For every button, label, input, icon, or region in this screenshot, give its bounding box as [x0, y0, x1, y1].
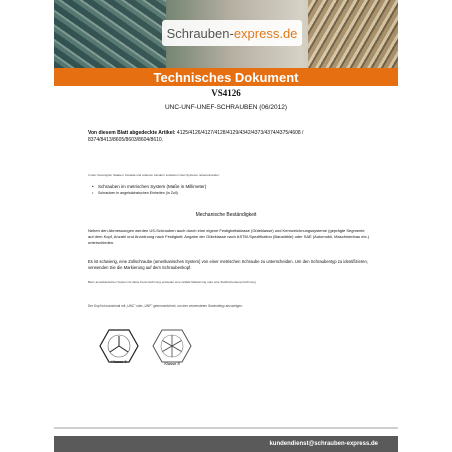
tools-photo: [54, 0, 166, 68]
class8-bolt-head-icon: [152, 328, 192, 364]
paragraph-strength: Neben den Abmessungen werden US-Schrauben auch durch eine eigene Festigkeitsklasse (Güteklasse) und Kennzeichnungssysteme (geprägte Segmente auf dem Kopf, Anzahl und Anordnung nach Festigkeit; Angabe der Güteklasse nach ASTM-Spezifikation (Baustähle) oder SAE (Automobil, Maschinenbau etc.) unterschieden.: [88, 228, 370, 245]
article-number: VS4126: [211, 88, 241, 98]
head-note: Der Kopf ist manchmal mit „UNC" oder „UNF" gekennzeichnet, um den verwendeten Gewindetyp anzuzeigen.: [88, 304, 243, 308]
site-logo[interactable]: [162, 20, 302, 46]
list-item: • Schrauben im metrischen System (Maße in Millimeter): [98, 184, 380, 190]
countries-note: In den Vereinigten Staaten, Kanada und anderen Ländern existieren zwei Systeme nebeneinander:: [88, 173, 220, 177]
document-page: [54, 0, 398, 452]
marking-note: Beim amerikanischen System ist diese Kennzeichnung entweder eine radiale Markierung oder eine Stahlsortenkennzeichnung.: [88, 280, 257, 284]
section-heading: Mechanische Beständigkeit: [195, 212, 257, 218]
footer-divider: [54, 427, 398, 429]
systems-list: [88, 184, 380, 196]
class8-label: Klasse 8: [164, 361, 180, 366]
header-banner: [54, 0, 398, 68]
covered-articles-list: 4125/4126/4127/4128/4129/4342/4373/4374/4375/4608 / 8374/8413/8605/8603/8604/8610.: [88, 130, 304, 143]
covered-articles: [88, 130, 370, 144]
document-subtitle: UNC-UNF-UNEF-SCHRAUBEN (06/2012): [164, 104, 288, 111]
title-bar: [54, 68, 398, 86]
class5-label: Klasse 5: [111, 359, 127, 364]
covered-articles-intro: Von diesem Blatt abgedeckte Artikel:: [88, 130, 177, 136]
screws-photo: [308, 0, 398, 68]
support-email-link[interactable]: kundendienst@schrauben-express.de: [269, 441, 378, 447]
paragraph-identification: Es ist schwierig, eine Zollschraube (amerikanisches System) von einer metrischen Schraube zu unterscheiden. Um den Schraubentyp zu identifizieren, verwenden Sie die Markierung auf dem Schraubenkopf.: [88, 259, 368, 270]
logo-accent-text: express.de: [233, 25, 298, 41]
document-title: Technisches Dokument: [153, 69, 299, 85]
list-item: • Schrauben in angelsächsischen Einheiten (in Zoll).: [98, 190, 380, 196]
footer-bar: [54, 436, 398, 452]
logo-main-text: Schrauben-: [166, 25, 234, 41]
